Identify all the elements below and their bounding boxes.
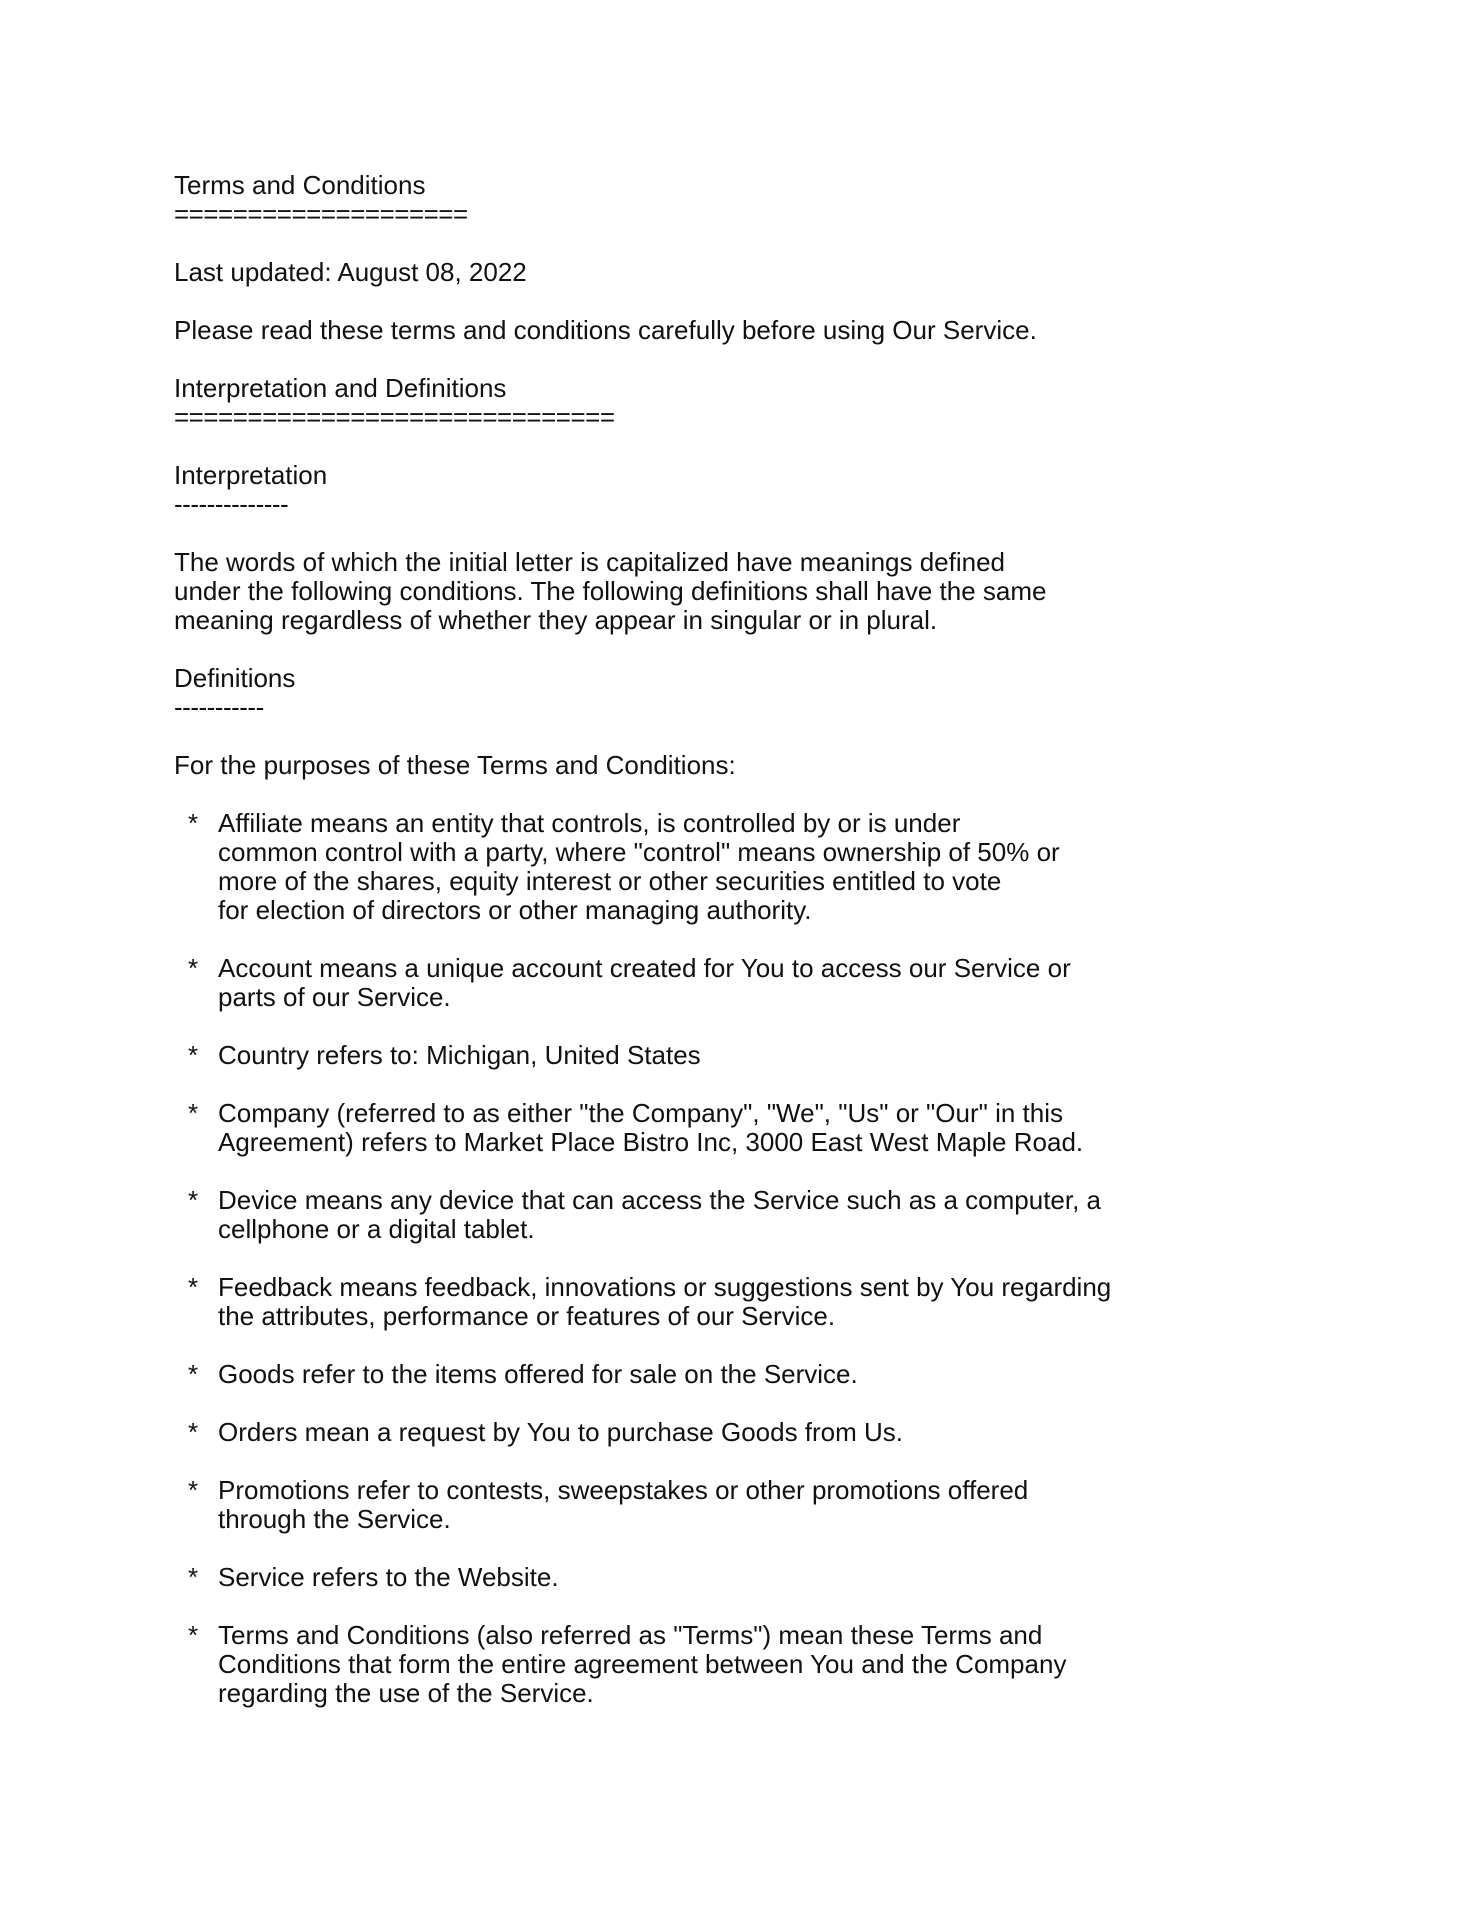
spacer bbox=[174, 1534, 1174, 1563]
definition-item-device bbox=[188, 1186, 1174, 1244]
definition-line: Orders mean a request by You to purchase Goods from Us. bbox=[218, 1417, 904, 1447]
bullet-marker: * bbox=[188, 953, 199, 983]
definition-item-goods bbox=[188, 1360, 1174, 1389]
definition-line: Terms and Conditions (also referred as "Terms") mean these Terms and bbox=[218, 1620, 1043, 1650]
definition-item-terms-and-conditions bbox=[188, 1621, 1174, 1708]
bullet-marker: * bbox=[188, 1417, 199, 1447]
bullet-marker: * bbox=[188, 808, 199, 838]
intro-text: Please read these terms and conditions carefully before using Our Service. bbox=[174, 315, 1037, 345]
bullet-marker: * bbox=[188, 1185, 199, 1215]
definition-item-orders bbox=[188, 1418, 1174, 1447]
spacer bbox=[174, 780, 1174, 809]
definition-line: Account means a unique account created for You to access our Service or bbox=[218, 953, 1071, 983]
definitions-list bbox=[174, 809, 1174, 1708]
definition-item-service bbox=[188, 1563, 1174, 1592]
spacer bbox=[174, 345, 1174, 374]
definition-line: Country refers to: Michigan, United States bbox=[218, 1040, 701, 1070]
definition-item-promotions bbox=[188, 1476, 1174, 1534]
spacer bbox=[174, 1592, 1174, 1621]
subheading-definitions: Definitions bbox=[174, 663, 296, 693]
definition-line: Feedback means feedback, innovations or suggestions sent by You regarding bbox=[218, 1272, 1112, 1302]
paragraph-line: under the following conditions. The following definitions shall have the same bbox=[174, 576, 1047, 606]
definition-item-affiliate bbox=[188, 809, 1174, 925]
spacer bbox=[174, 722, 1174, 751]
document-page bbox=[174, 171, 1174, 1708]
bullet-marker: * bbox=[188, 1040, 199, 1070]
definition-line: common control with a party, where "control" means ownership of 50% or bbox=[218, 837, 1060, 867]
section-heading-interpretation-and-definitions: Interpretation and Definitions bbox=[174, 373, 507, 403]
definition-line: the attributes, performance or features of our Service. bbox=[218, 1301, 836, 1331]
definition-line: more of the shares, equity interest or other securities entitled to vote bbox=[218, 866, 1002, 896]
definition-line: parts of our Service. bbox=[218, 982, 451, 1012]
section-heading-underline: ============================== bbox=[174, 402, 615, 432]
spacer bbox=[174, 1447, 1174, 1476]
spacer bbox=[174, 1244, 1174, 1273]
definition-line: Conditions that form the entire agreement between You and the Company bbox=[218, 1649, 1067, 1679]
spacer bbox=[174, 1012, 1174, 1041]
definitions-lead: For the purposes of these Terms and Conditions: bbox=[174, 750, 736, 780]
bullet-marker: * bbox=[188, 1475, 199, 1505]
definition-item-account bbox=[188, 954, 1174, 1012]
definition-line: regarding the use of the Service. bbox=[218, 1678, 594, 1708]
title-underline: ==================== bbox=[174, 199, 468, 229]
definition-line: for election of directors or other managing authority. bbox=[218, 895, 812, 925]
interpretation-paragraph bbox=[174, 548, 1174, 635]
paragraph-line: The words of which the initial letter is capitalized have meanings defined bbox=[174, 547, 1006, 577]
spacer bbox=[174, 1070, 1174, 1099]
spacer bbox=[174, 1157, 1174, 1186]
last-updated: Last updated: August 08, 2022 bbox=[174, 257, 527, 287]
spacer bbox=[174, 432, 1174, 461]
definition-line: Device means any device that can access the Service such as a computer, a bbox=[218, 1185, 1102, 1215]
definition-line: Goods refer to the items offered for sale on the Service. bbox=[218, 1359, 858, 1389]
definition-line: Promotions refer to contests, sweepstakes or other promotions offered bbox=[218, 1475, 1029, 1505]
definition-line: through the Service. bbox=[218, 1504, 451, 1534]
spacer bbox=[174, 925, 1174, 954]
definition-line: Affiliate means an entity that controls, is controlled by or is under bbox=[218, 808, 961, 838]
definition-item-company bbox=[188, 1099, 1174, 1157]
definition-item-feedback bbox=[188, 1273, 1174, 1331]
spacer bbox=[174, 519, 1174, 548]
bullet-marker: * bbox=[188, 1562, 199, 1592]
spacer bbox=[174, 229, 1174, 258]
paragraph-line: meaning regardless of whether they appear in singular or in plural. bbox=[174, 605, 938, 635]
spacer bbox=[174, 287, 1174, 316]
bullet-marker: * bbox=[188, 1098, 199, 1128]
bullet-marker: * bbox=[188, 1620, 199, 1650]
definition-line: Service refers to the Website. bbox=[218, 1562, 559, 1592]
bullet-marker: * bbox=[188, 1272, 199, 1302]
definition-item-country bbox=[188, 1041, 1174, 1070]
subheading-interpretation: Interpretation bbox=[174, 460, 328, 490]
spacer bbox=[174, 1331, 1174, 1360]
definition-line: cellphone or a digital tablet. bbox=[218, 1214, 535, 1244]
definition-line: Company (referred to as either "the Company", "We", "Us" or "Our" in this bbox=[218, 1098, 1063, 1128]
document-title: Terms and Conditions bbox=[174, 170, 426, 200]
definition-line: Agreement) refers to Market Place Bistro Inc, 3000 East West Maple Road. bbox=[218, 1127, 1084, 1157]
subheading-underline: -------------- bbox=[174, 489, 289, 519]
bullet-marker: * bbox=[188, 1359, 199, 1389]
subheading-underline: ----------- bbox=[174, 692, 264, 722]
spacer bbox=[174, 1389, 1174, 1418]
spacer bbox=[174, 635, 1174, 664]
